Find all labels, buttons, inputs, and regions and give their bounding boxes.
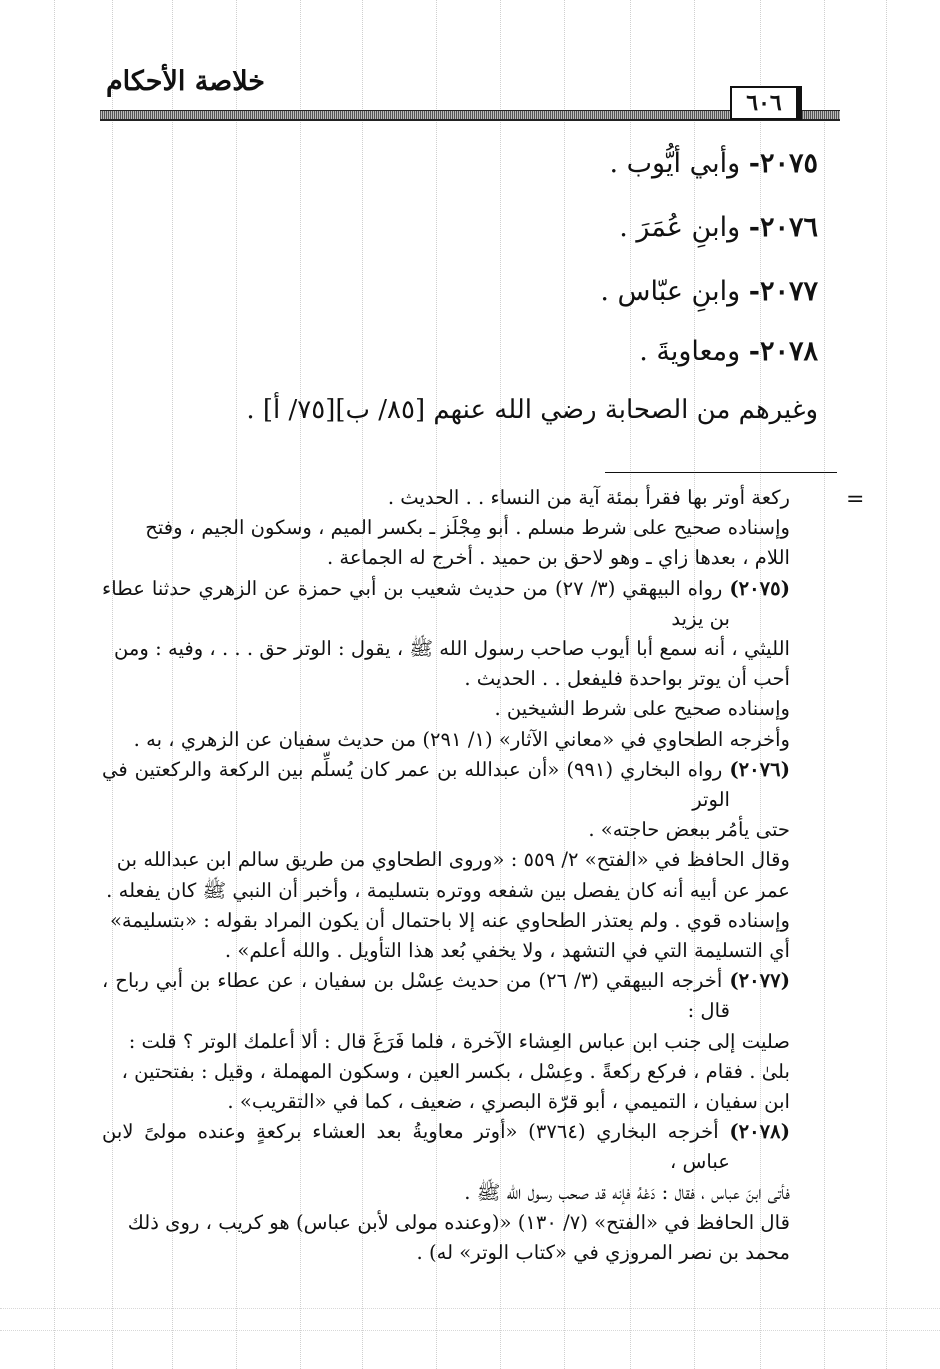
footnote-2077 <box>102 966 850 1117</box>
footnote-line: أي التسليمة التي في التشهد ، ولا يخفي بُعد هذا التأويل . والله أعلم» . <box>224 939 790 963</box>
closing-line: وغيرهم من الصحابة رضي الله عنهم [٨٥/ ب][٧٥/ أ] . <box>246 395 818 425</box>
footnote-line: حتى يأمُر ببعض حاجته» . <box>588 818 790 842</box>
margin-guide <box>0 1330 940 1331</box>
entry-number: ٢٠٧٥- <box>748 148 818 179</box>
footnote-2075 <box>102 574 850 755</box>
footnote-line: وإسناده صحيح على شرط الشيخين . <box>494 697 790 721</box>
footnote-line: الليثي ، أنه سمع أبا أيوب صاحب رسول الله ﷺ ، يقول : الوتر حق . . . ، وفيه : ومن <box>114 637 790 661</box>
footnote-line: وإسناده صحيح على شرط مسلم . أبو مِجْلَز ـ بكسر الميم ، وسكون الجيم ، وفتح <box>145 516 790 540</box>
footnote-line: محمد بن نصر المروزي في «كتاب الوتر» له) . <box>416 1241 790 1265</box>
entry-2077 <box>600 276 818 307</box>
footnote-text: أخرجه البخاري (٣٧٦٤) «أوتر معاويةُ بعد العشاء بركعةٍ وعنده مولىً لابن عباس ، <box>102 1120 730 1174</box>
footnote-separator <box>605 472 837 473</box>
entry-number: ٢٠٧٧- <box>748 276 818 307</box>
footnote-line: بلىٰ . فقام ، فركع ركعةً . وعِسْل ، بكسر العين ، وسكون المهملة ، وقيل : بفتحتين ، <box>121 1059 790 1083</box>
entry-text: وابنِ عُمَرَ . <box>619 212 741 243</box>
footnote-line <box>102 1117 790 1177</box>
footnote-line <box>102 755 790 815</box>
entry-2076 <box>619 212 818 243</box>
header-rule <box>100 110 840 121</box>
entry-text: ومعاويةَ . <box>639 336 741 367</box>
footnote-line: وإسناده قوي . ولم يعتذر الطحاوي عنه إلا باحتمال أن يكون المراد بقوله : «بتسليمة» <box>109 908 790 932</box>
footnote-number: (٢٠٧٦) <box>729 757 790 781</box>
footnote-text: رواه البيهقي (٣/ ٢٧) من حديث شعيب بن أبي حمزة عن الزهري حدثنا عطاء بن يزيد <box>102 576 730 630</box>
footnote-line: ركعة أوتر بها فقرأ بمئة آية من النساء . . الحديث . <box>387 486 790 509</box>
entry-2078 <box>639 336 818 367</box>
footnote-number: (٢٠٧٨) <box>729 1120 790 1144</box>
margin-guide <box>886 0 887 1369</box>
footnotes <box>102 483 850 1268</box>
footnote-line: صليت إلى جنب ابن عباس العِشاء الآخرة ، فلما فَرَغَ قال : ألا أعلمك الوتر ؟ قلت : <box>128 1029 790 1053</box>
margin-guide <box>0 1308 940 1309</box>
entry-number: ٢٠٧٦- <box>748 212 818 243</box>
footnote-line <box>102 966 790 1026</box>
entry-number: ٢٠٧٨- <box>748 336 818 367</box>
footnote-line: عمر عن أبيه أنه كان يفصل بين شفعه ووتره بتسليمة ، وأخبر أن النبي ﷺ كان يفعله . <box>106 878 790 902</box>
footnote-number: (٢٠٧٥) <box>729 576 790 600</box>
continuation-mark: = <box>846 487 865 512</box>
page-number: ٦٠٦ <box>730 86 802 120</box>
footnote-line: فأتى ابنَ عباس ، فقال : دَعْهُ فإنه قد صحب رسول الله ﷺ . <box>464 1180 790 1204</box>
footnote-2076 <box>102 755 850 966</box>
margin-guide <box>54 0 55 1369</box>
footnote-line: اللام ، بعدها زاي ـ وهو لاحق بن حميد . أخرج له الجماعة . <box>326 546 790 570</box>
running-header-title: خلاصة الأحكام <box>105 66 265 97</box>
entry-2075 <box>609 148 818 179</box>
footnote-line: قال الحافظ في «الفتح» (٧/ ١٣٠) «(وعنده مولى لأبن عباس) هو كريب ، روى ذلك <box>127 1210 790 1234</box>
footnote-number: (٢٠٧٧) <box>729 969 790 993</box>
entry-text: وأبي أيُّوب . <box>609 148 741 179</box>
footnote-text: أخرجه البيهقي (٣/ ٢٦) من حديث عِسْل بن سفيان ، عن عطاء بن أبي رباح ، قال : <box>102 969 730 1023</box>
footnote-line: أحب أن يوتر بواحدة فليفعل . . الحديث . <box>464 667 790 691</box>
footnote-line: وقال الحافظ في «الفتح» ٢/ ٥٥٩ : «وروى الطحاوي من طريق سالم ابن عبدالله بن <box>116 848 790 872</box>
entry-text: وابنِ عبّاس . <box>600 276 741 307</box>
footnote-continuation <box>102 483 850 574</box>
footnote-line: وأخرجه الطحاوي في «معاني الآثار» (١/ ٢٩١) من حديث سفيان عن الزهري ، به . <box>133 727 790 751</box>
footnote-line: ابن سفيان ، التميمي ، أبو قرّة البصري ، ضعيف ، كما في «التقريب» . <box>227 1090 790 1114</box>
footnote-text: رواه البخاري (٩٩١) «أن عبدالله بن عمر كان يُسلِّم بين الركعة والركعتين في الوتر <box>102 757 730 812</box>
footnote-2078 <box>102 1117 850 1268</box>
footnote-line <box>102 574 790 634</box>
